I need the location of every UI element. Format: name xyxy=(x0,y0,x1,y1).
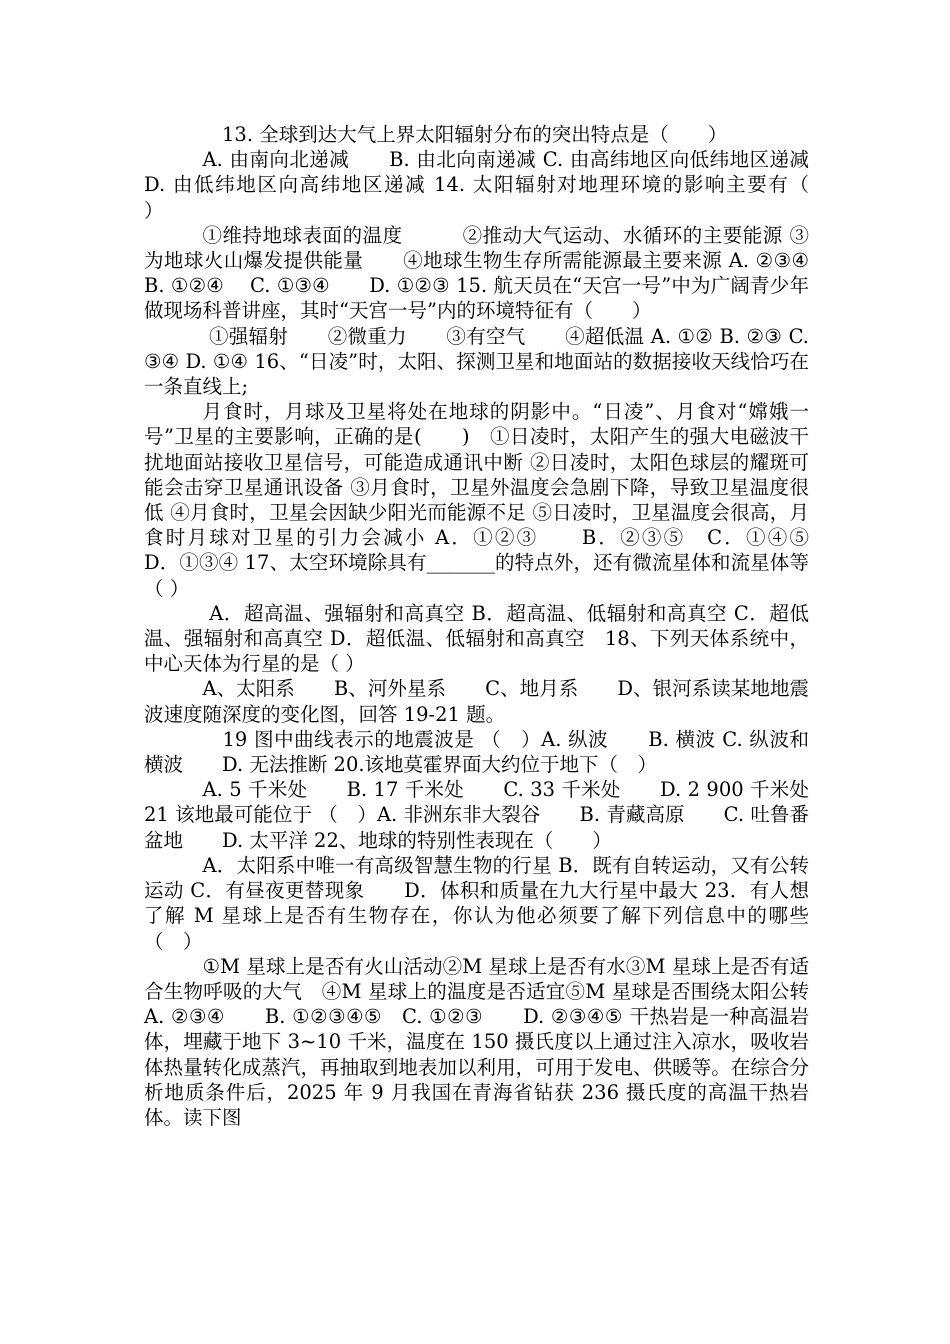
question-19-20: 19 图中曲线表示的地震波是 （ ）A. 纵波 B. 横波 C. 纵波和横波 D. 无法推断 20.该地莫霍界面大约位于地下（ ） xyxy=(144,727,809,777)
document-body xyxy=(144,122,849,1130)
question-14-15: ①维持地球表面的温度 ②推动大气运动、水循环的主要能源 ③为地球火山爆发提供能量 ④地球生物生存所需能源最主要来源 A. ②③④ B. ①②④ C. ①③④ D. ①②③ 15. 航天员在“天宫一号”中为广阔青少年做现场科普讲座，其时“天宫一号”内的环境特征有（ ） xyxy=(144,223,849,323)
question-17-18: A．超高温、强辐射和高真空 B．超高温、低辐射和高真空 C．超低温、强辐射和高真空 D．超低温、低辐射和高真空 18、下列天体系统中，中心天体为行星的是（ ） xyxy=(144,601,809,676)
question-18-options: A、太阳系 B、河外星系 C、地月系 D、银河系读某地地震波速度随深度的变化图，回答 19-21 题。 xyxy=(144,677,809,726)
question-13-stem: 13. 全球到达大气上界太阳辐射分布的突出特点是（ ） xyxy=(202,123,728,146)
question-23-passage: ①M 星球上是否有火山活动②M 星球上是否有水③M 星球上是否有适合生物呼吸的大气 ④M 星球上的温度是否适宜⑤M 星球是否围绕太阳公转 A. ②③④ B. ①②③④⑤ C. ①②③ D. ②③④⑤ 干热岩是一种高温岩体，埋藏于地下 3~10 千米，温度在 150 摄氏度以上通过注入凉水，吸收岩体热量转化成蒸汽，再抽取到地表加以利用，可用于发电、供暖等。在综合分析地质条件后，2025 年 9 月我国在青海省钻获 236 摄氏度的高温干热岩体。读下图 xyxy=(144,954,816,1129)
question-20-22: A. 5 千米处 B. 17 千米处 C. 33 千米处 D. 2 900 千米处 21 该地最可能位于 （ ）A. 非洲东非大裂谷 B. 青藏高原 C. 吐鲁番盆地 D. 太平洋 22、地球的特别性表现在（ ） xyxy=(144,778,816,852)
question-15-16: ①强辐射 ②微重力 ③有空气 ④超低温 A. ①② B. ②③ C. ③④ D. ①④ 16、“日凌”时，太阳、探测卫星和地面站的数据接收天线恰巧在一条直线上; xyxy=(144,324,816,399)
question-13-options: A. 由南向北递减 B. 由北向南递减 C. 由高纬地区向低纬地区递减 D. 由低纬地区向高纬地区递减 14. 太阳辐射对地理环境的影响主要有（ ） xyxy=(144,148,849,222)
question-22-23: A．太阳系中唯一有高级智慧生物的行星 B．既有自转运动，又有公转运动 C．有昼夜更替现象 D．体积和质量在九大行星中最大 23．有人想了解 M 星球上是否有生物存在，你认为他必须要了解下列信息中的哪些（ ） xyxy=(144,853,809,953)
question-16-17: 月食时，月球及卫星将处在地球的阴影中。“日凌”、月食对“嫦娥一号”卫星的主要影响，正确的是( ) ①日凌时，太阳产生的强大电磁波干扰地面站接收卫星信号，可能造成通讯中断 ②日凌时，太阳色球层的耀斑可能会击穿卫星通讯设备 ③月食时，卫星外温度会急剧下降，导致卫星温度很低 ④月食时，卫星会因缺少阳光而能源不足 ⑤日凌时，卫星温度会很高，月食时月球对卫星的引力会减小 A．①②③ B．②③⑤ C．①④⑤ D．①③④ 17、太空环境除具有_______的特点外，还有微流星体和流星体等（ ） xyxy=(144,400,849,600)
